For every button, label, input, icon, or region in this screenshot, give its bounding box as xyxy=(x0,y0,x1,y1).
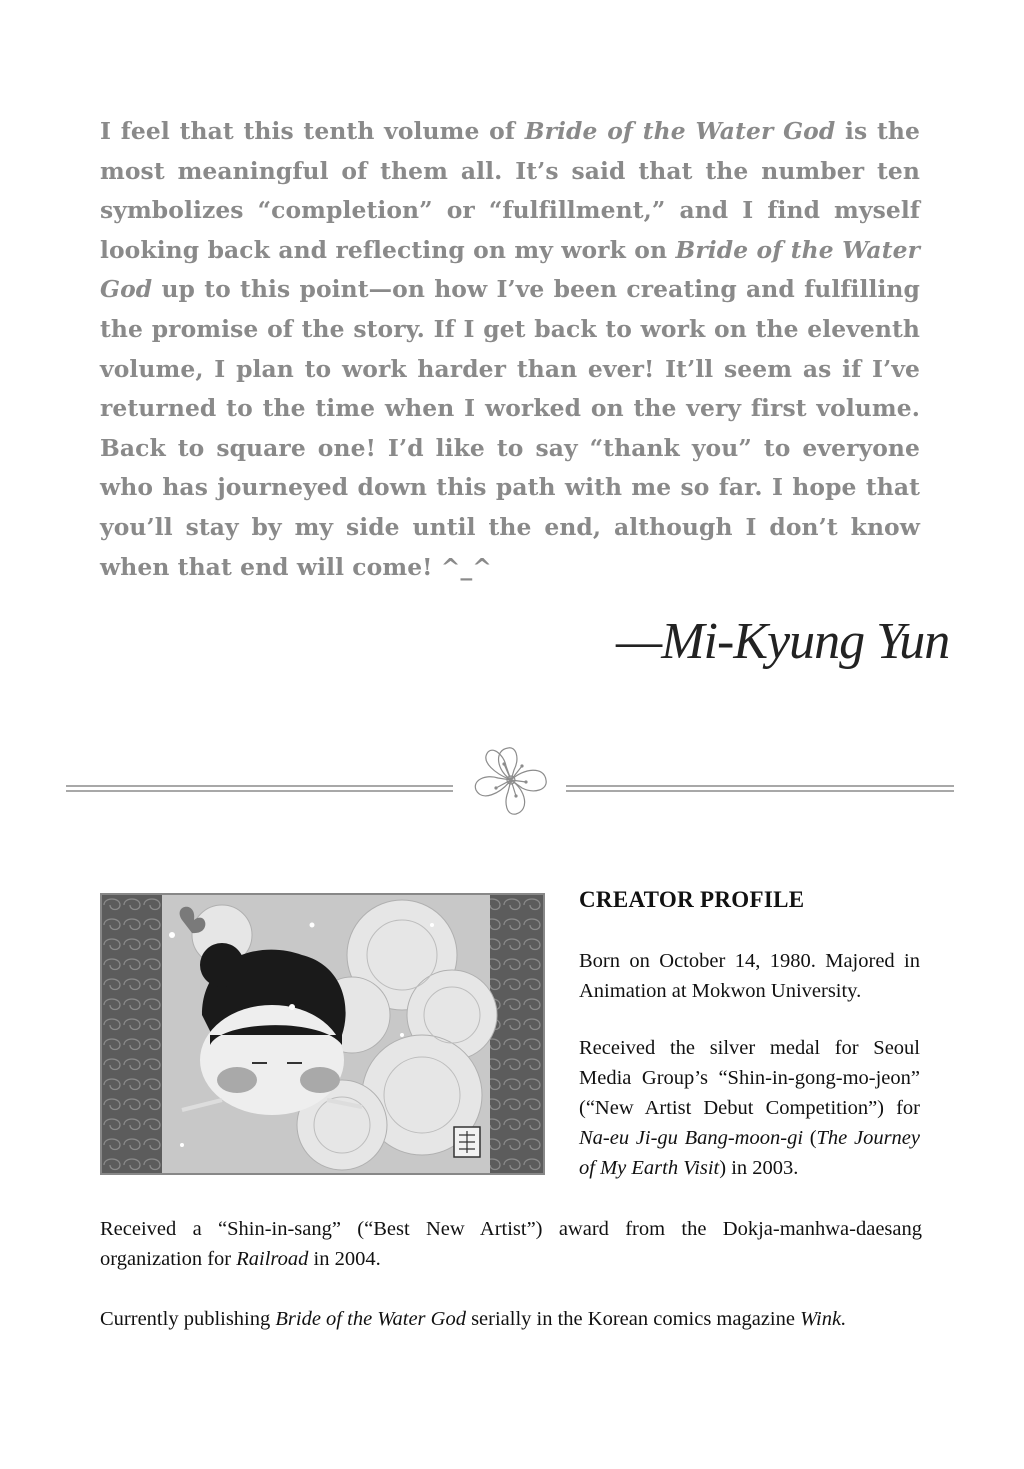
work-title: Railroad xyxy=(236,1248,309,1270)
divider-rule-right xyxy=(566,785,954,792)
divider-rule-left xyxy=(66,785,453,792)
creator-portrait xyxy=(100,893,545,1175)
afterword-part: is the most meaningful of them all. It’s said that the number ten symbolizes “completion” or “fulfillment,” and I find myself looking back and reflecting on my work on xyxy=(100,117,920,264)
work-title: Bride of the Water God xyxy=(275,1308,466,1330)
profile-text: Received a “Shin-in-sang” (“Best New Artist”) award from the Dokja-manhwa-daesang organization for xyxy=(100,1218,922,1270)
profile-text: in 2004. xyxy=(308,1248,381,1270)
afterword-text xyxy=(100,112,920,587)
profile-current xyxy=(100,1304,922,1334)
work-title: Na-eu Ji-gu Bang-moon-gi xyxy=(579,1127,804,1149)
profile-text: serially in the Korean comics magazine xyxy=(465,1308,801,1330)
profile-text: ( xyxy=(803,1127,817,1149)
portrait-illustration xyxy=(102,895,543,1173)
plum-blossom-icon xyxy=(466,740,556,820)
profile-wide xyxy=(100,1214,922,1364)
profile-text: Received the silver medal for Seoul Media Group’s “Shin-in-gong-mo-jeon” (“New Artist Debut Competition”) for xyxy=(579,1037,920,1119)
profile-medal xyxy=(579,1033,920,1183)
series-title: Bride of the Water God xyxy=(524,117,836,145)
author-signature: —Mi-Kyung Yun xyxy=(616,613,950,670)
afterword-part: up to this point—on how I’ve been creating and fulfilling the promise of the story. If I get back to work on the eleventh volume, I plan to work harder than ever! It’ll seem as if I’ve returned to the time when I worked on the very first volume. Back to square one! I’d like to say “thank you” to everyone who has journeyed down this path with me so far. I hope that you’ll stay by my side until the end, although I don’t know when that end will come! ^_^ xyxy=(100,275,920,581)
profile-award xyxy=(100,1214,922,1274)
magazine-title: Wink. xyxy=(800,1308,847,1330)
profile-heading: CREATOR PROFILE xyxy=(579,887,805,912)
section-divider xyxy=(66,740,956,820)
afterword-part: I feel that this tenth volume of xyxy=(100,117,525,145)
profile-born: Born on October 14, 1980. Majored in Animation at Mokwon University. xyxy=(579,950,920,1002)
profile-text: ) in 2003. xyxy=(719,1157,799,1179)
work-title: The Journey of My Earth Visit xyxy=(579,1127,920,1179)
profile-text: Currently publishing xyxy=(100,1308,276,1330)
profile-column xyxy=(579,946,920,1210)
series-title: Bride of the Water God xyxy=(100,235,921,304)
